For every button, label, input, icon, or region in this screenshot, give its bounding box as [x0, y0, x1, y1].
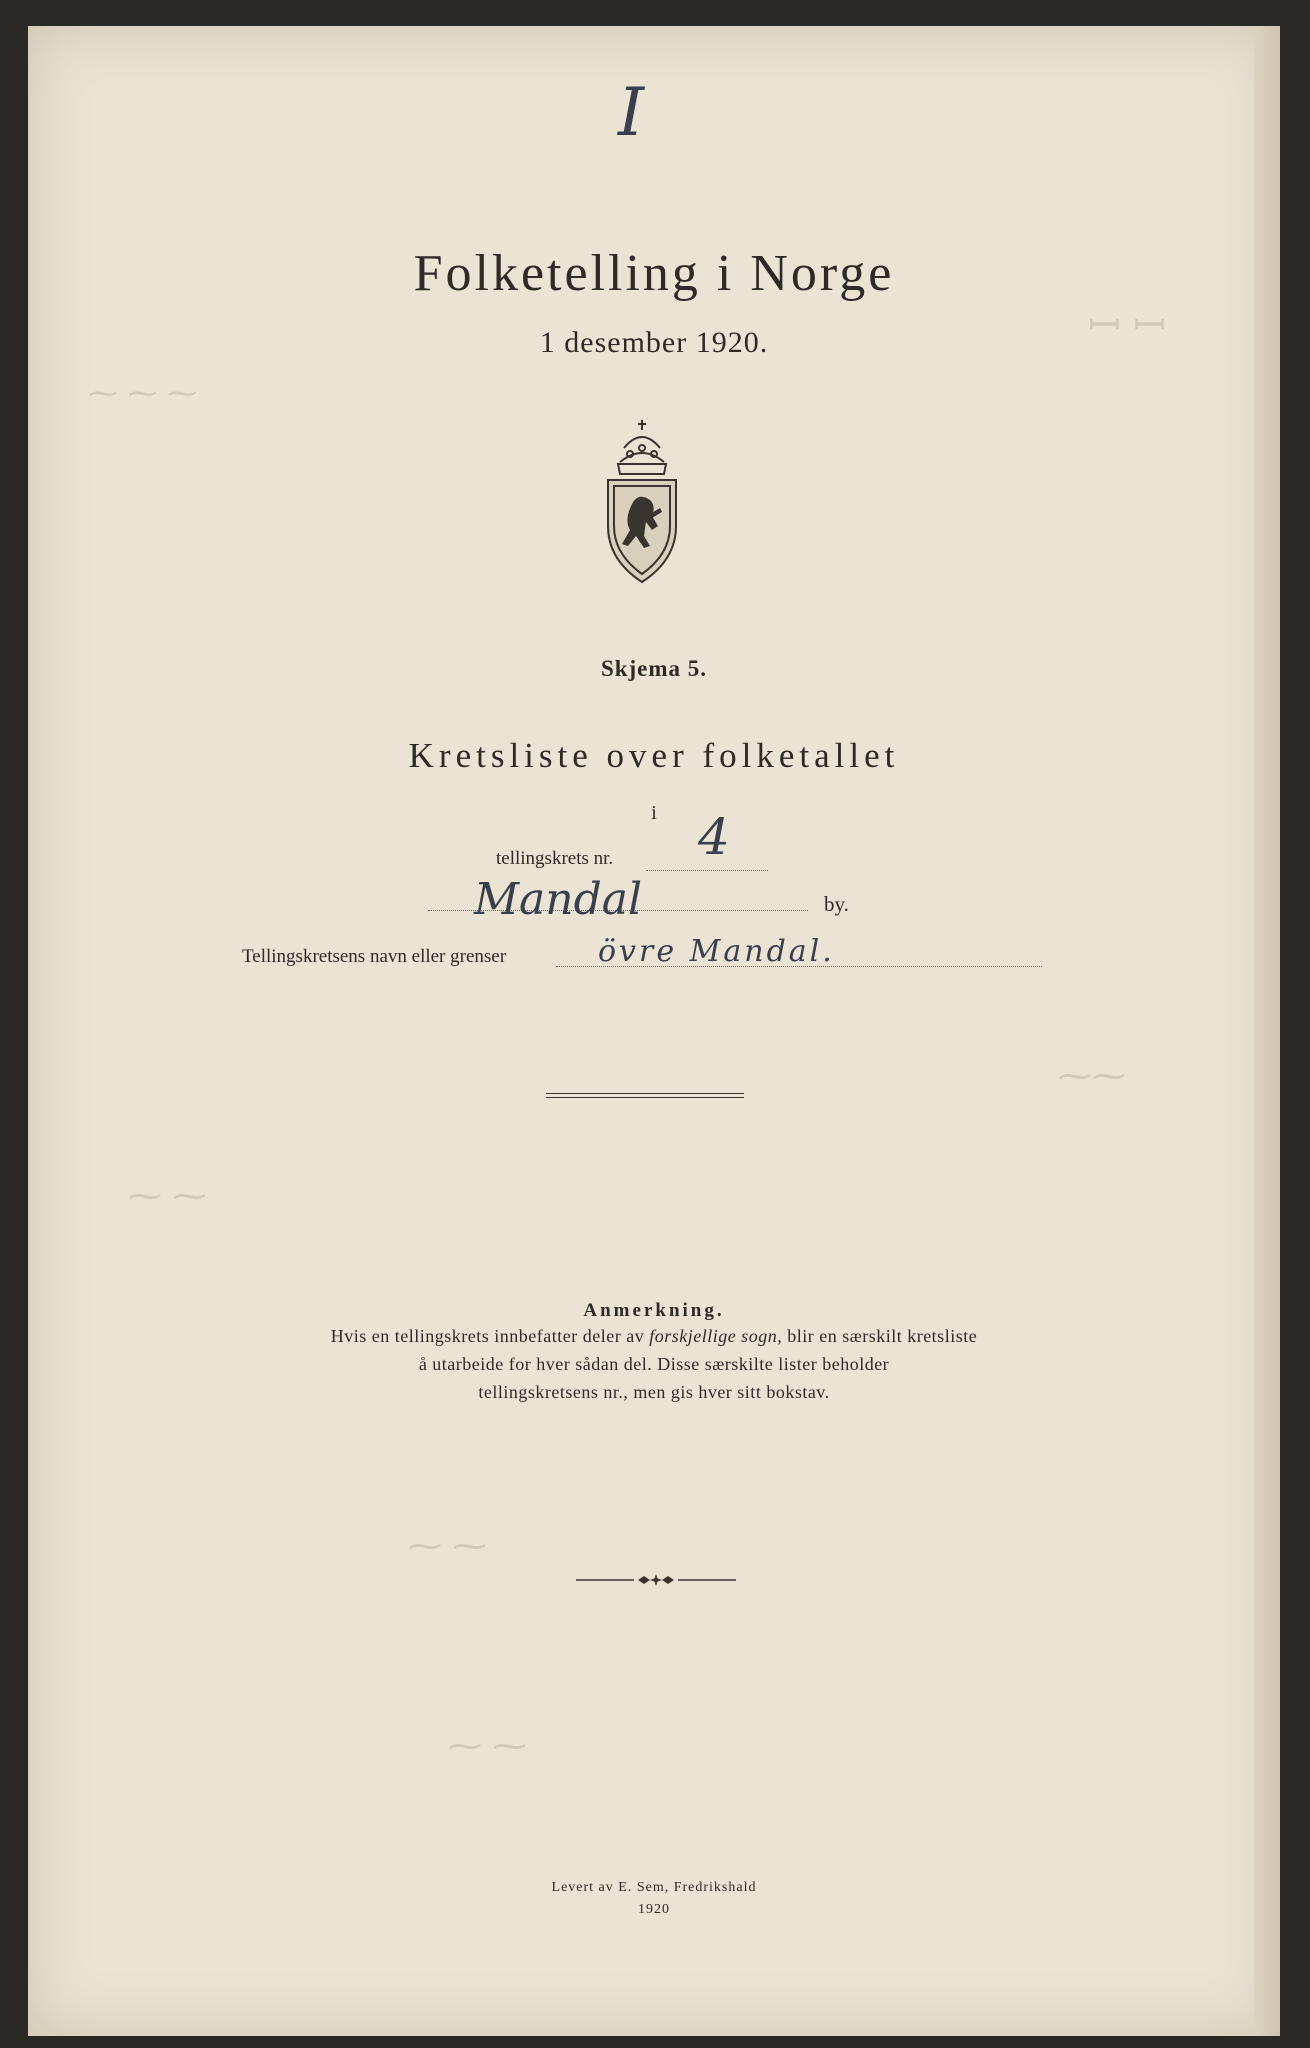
bleed-through-mark: ⁓⁓ — [1058, 1056, 1126, 1096]
page-title: Folketelling i Norge — [413, 245, 895, 302]
census-date: 1 desember 1920. — [539, 326, 769, 359]
bleed-through-mark: ⁓ ⁓ ⁓ — [88, 376, 198, 411]
boundary-label: Tellingskretsens navn eller grenser — [242, 946, 507, 967]
printer-credit: Levert av E. Sem, Fredrikshald — [551, 1880, 757, 1895]
bleed-through-mark: ⁓ ⁓ — [448, 1726, 527, 1766]
note-line-2: å utarbeide for hver sådan del. Disse særskilte lister beholder — [418, 1354, 890, 1374]
form-heading: Kretsliste over folketallet — [408, 736, 900, 775]
bleed-through-mark: ꟷ ꟷ — [1088, 303, 1166, 349]
district-value: 4 — [698, 808, 730, 866]
page-mark: I — [618, 74, 645, 151]
boundary-value: övre Mandal. — [598, 934, 835, 969]
schema-number: Skjema 5. — [600, 656, 708, 681]
town-value: Mandal — [474, 874, 643, 925]
section-divider — [546, 1093, 744, 1098]
note-line-3: tellingskretsens nr., men gis hver sitt bokstav. — [478, 1382, 830, 1402]
bleed-through-mark: ⁓ ⁓ — [128, 1176, 207, 1216]
town-suffix: by. — [824, 892, 849, 916]
note-title: Anmerkning. — [583, 1300, 725, 1321]
bleed-through-mark: ⁓ ⁓ — [408, 1526, 487, 1566]
document-page — [28, 26, 1280, 2036]
note-text: Hvis en tellingskrets innbefatter deler av — [330, 1326, 650, 1346]
connector-word: i — [651, 802, 657, 824]
district-label: tellingskrets nr. — [496, 848, 614, 869]
printer-year: 1920 — [638, 1902, 670, 1917]
note-line-1 — [28, 1326, 1280, 1347]
district-field-line — [646, 870, 768, 871]
norway-coat-of-arms-icon — [594, 418, 690, 588]
note-text: blir en særskilt kretsliste — [782, 1326, 978, 1346]
ornament-divider-icon — [576, 1572, 736, 1588]
note-emphasis: forskjellige sogn, — [649, 1326, 783, 1346]
